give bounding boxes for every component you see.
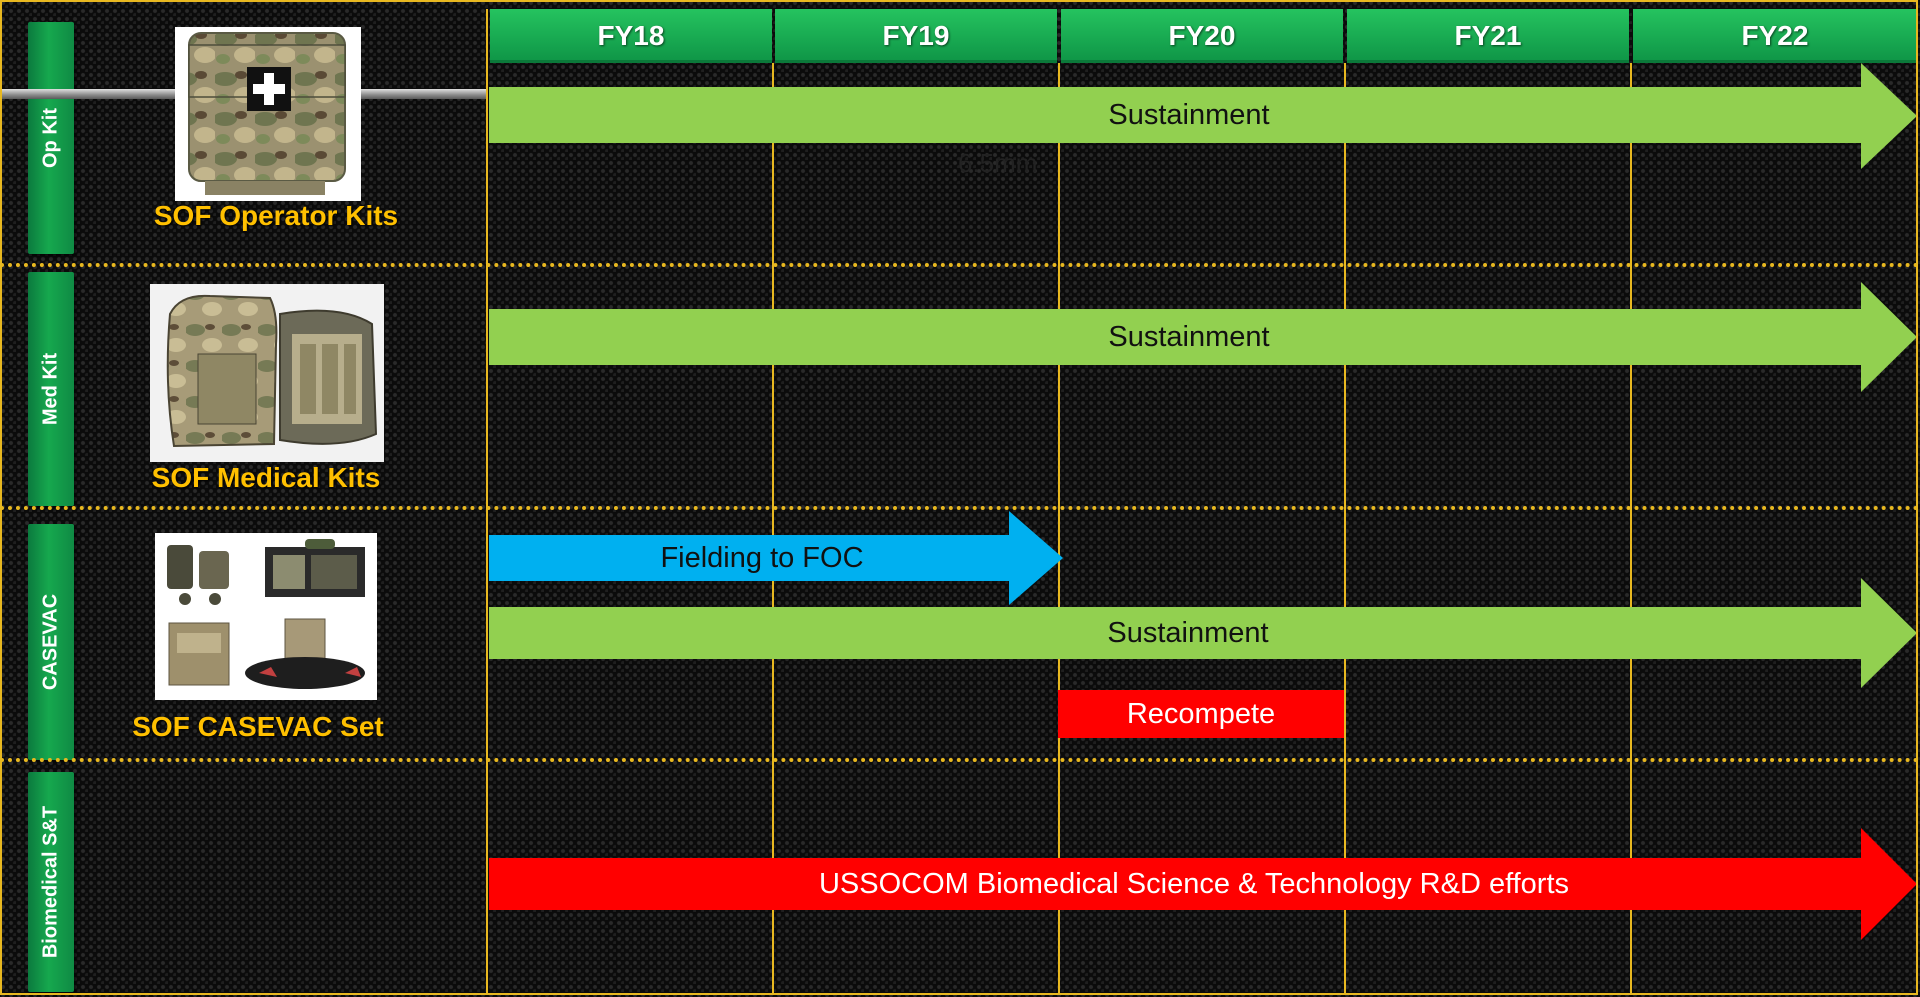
side-tab-op-kit xyxy=(28,22,74,254)
side-tab-biomedical xyxy=(28,772,74,992)
casevac-sustainment-label: Sustainment xyxy=(1107,616,1269,649)
medkit-sustainment-arrow xyxy=(489,282,1917,392)
year-header-fy18: FY18 xyxy=(490,9,772,63)
row-divider xyxy=(0,506,1920,510)
opkit-sustainment-arrow xyxy=(489,63,1917,169)
casevac-fielding-label: Fielding to FOC xyxy=(660,541,864,574)
side-tab-label: Op Kit xyxy=(39,108,62,168)
side-tab-casevac xyxy=(28,524,74,760)
stray-caption: 6.5mm xyxy=(958,148,1038,178)
biomedical-rd-label: USSOCOM Biomedical Science & Technology R&D efforts xyxy=(818,867,1570,900)
biomedical-rd-arrow xyxy=(489,828,1917,940)
row-divider xyxy=(0,263,1920,267)
year-header-fy21: FY21 xyxy=(1347,9,1629,63)
grid-left-border xyxy=(486,9,488,995)
casevac-equipment-set-icon xyxy=(155,533,377,700)
row-divider xyxy=(0,758,1920,762)
side-tab-label: Med Kit xyxy=(39,352,62,426)
casevac-recompete-bar: Recompete xyxy=(1058,690,1344,738)
year-header-fy22: FY22 xyxy=(1633,9,1917,63)
year-header-fy20: FY20 xyxy=(1061,9,1343,63)
year-header-fy19: FY19 xyxy=(775,9,1057,63)
side-tab-label: Biomedical S&T xyxy=(39,805,62,959)
operator-kit-pouch-icon xyxy=(175,27,361,201)
item-label-medical-kits: SOF Medical Kits xyxy=(151,462,381,493)
medical-backpack-icon xyxy=(150,284,384,462)
side-tab-label: CASEVAC xyxy=(39,593,62,691)
casevac-sustainment-arrow xyxy=(489,578,1917,688)
item-label-casevac-set: SOF CASEVAC Set xyxy=(132,711,384,742)
side-tab-med-kit xyxy=(28,272,74,506)
item-label-operator-kits: SOF Operator Kits xyxy=(153,200,399,231)
opkit-sustainment-label: Sustainment xyxy=(1108,98,1270,131)
medkit-sustainment-label: Sustainment xyxy=(1108,320,1270,353)
